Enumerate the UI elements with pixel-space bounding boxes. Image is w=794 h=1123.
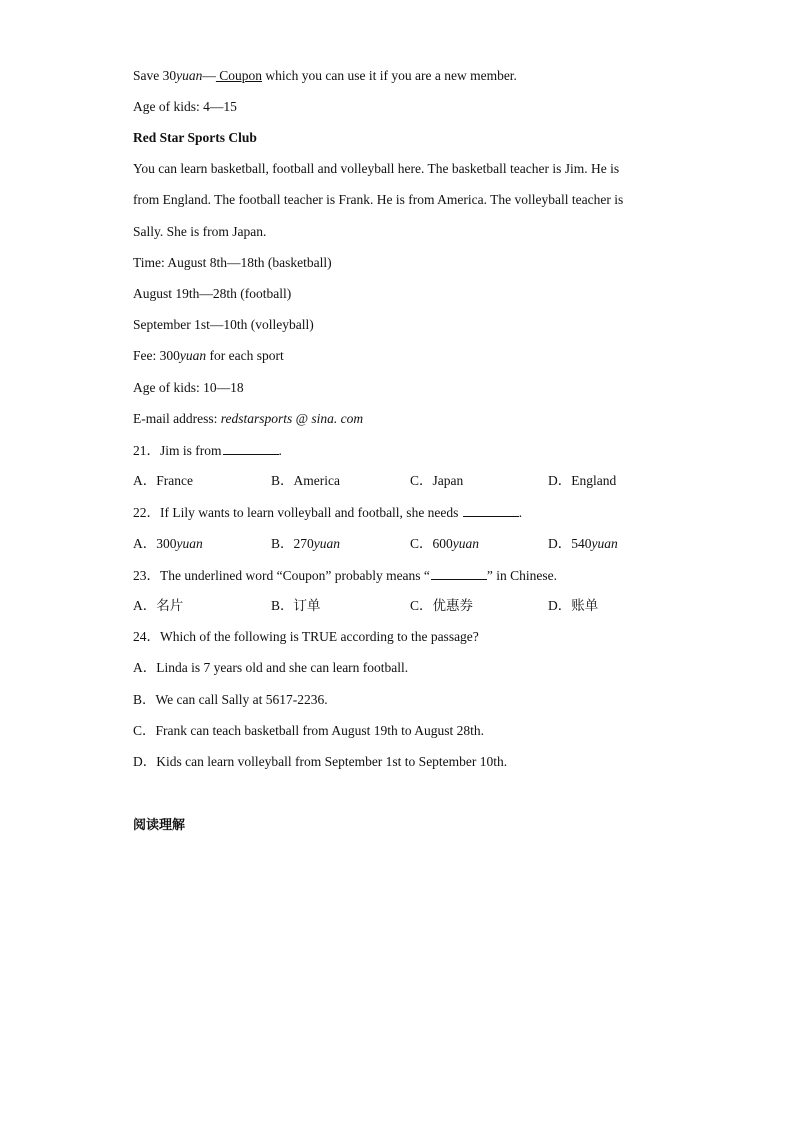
email-value: redstarsports @ sina. com: [220, 411, 364, 426]
q21-option-a: A．France: [133, 473, 193, 488]
q24-option-a: A．Linda is 7 years old and she can learn football.: [133, 660, 409, 675]
q23-option-d: D．账单: [548, 598, 599, 613]
answer-blank: [463, 504, 519, 517]
save-suffix: which you can use it if you are a new member.: [262, 68, 517, 83]
club-desc-line-3: Sally. She is from Japan.: [133, 224, 267, 239]
yuan-word: yuan: [176, 68, 203, 83]
club-desc-line-2: from England. The football teacher is Frank. He is from America. The volleyball teacher is: [133, 192, 624, 207]
save-prefix: Save 30: [133, 68, 177, 83]
save-line: [133, 68, 517, 84]
question-22: [133, 504, 522, 521]
q22-option-a-value: A．300: [133, 536, 177, 551]
email-line: [133, 411, 363, 427]
fee-yuan: yuan: [179, 348, 207, 363]
q22-option-c-value: C．600: [410, 536, 453, 551]
q23-option-b: B．订单: [271, 598, 321, 613]
fee-line: [133, 348, 284, 364]
q22-option-b: [271, 536, 340, 552]
club-a-age: Age of kids: 4—15: [133, 99, 237, 114]
coupon-word: Coupon: [215, 68, 263, 83]
q22-option-d-value: D．540: [548, 536, 592, 551]
club-desc-line-1: You can learn basketball, football and volleyball here. The basketball teacher is Jim. He is: [133, 161, 620, 176]
question-23: [133, 567, 557, 584]
q23-option-c: C．优惠券: [410, 598, 474, 613]
q24-option-b: B．We can call Sally at 5617-2236.: [133, 692, 328, 707]
q22-option-c: [410, 536, 479, 552]
q22-option-b-value: B．270: [271, 536, 314, 551]
question-24-stem: 24．Which of the following is TRUE according to the passage?: [133, 629, 479, 644]
q22-option-b-unit: yuan: [313, 536, 341, 551]
question-21-end: .: [278, 443, 282, 458]
question-21: [133, 442, 282, 459]
time-basketball: Time: August 8th—18th (basketball): [133, 255, 332, 270]
q22-option-d-unit: yuan: [591, 536, 618, 551]
q24-option-c: C．Frank can teach basketball from August 19th to August 28th.: [133, 723, 484, 738]
q22-option-d: [548, 536, 618, 552]
fee-suffix: for each sport: [206, 348, 284, 363]
fee-prefix: Fee: 300: [133, 348, 180, 363]
dash: —: [202, 68, 216, 83]
question-22-stem: 22．If Lily wants to learn volleyball and football, she needs: [133, 505, 459, 520]
question-21-stem: 21．Jim is from: [133, 443, 222, 458]
email-label: E-mail address:: [133, 411, 221, 426]
q22-option-a: [133, 536, 203, 552]
question-23-stem: 23．The underlined word “Coupon” probably means “: [133, 568, 430, 583]
q24-option-d: D．Kids can learn volleyball from September 1st to September 10th.: [133, 754, 508, 769]
club-title: Red Star Sports Club: [133, 130, 257, 145]
q21-option-c: C．Japan: [410, 473, 464, 488]
q22-option-c-unit: yuan: [452, 536, 480, 551]
q23-option-a: A．名片: [133, 598, 184, 613]
answer-blank: [431, 567, 487, 580]
club-b-age: Age of kids: 10—18: [133, 380, 244, 395]
q21-option-d: D．England: [548, 473, 617, 488]
answer-blank: [223, 442, 279, 455]
section-heading: 阅读理解: [133, 818, 186, 833]
question-22-end: .: [518, 505, 523, 520]
time-football: August 19th—28th (football): [133, 286, 292, 301]
q22-option-a-unit: yuan: [176, 536, 203, 551]
question-23-end: ” in Chinese.: [486, 568, 558, 583]
q21-option-b: B．America: [271, 473, 340, 488]
time-volleyball: September 1st—10th (volleyball): [133, 317, 314, 332]
